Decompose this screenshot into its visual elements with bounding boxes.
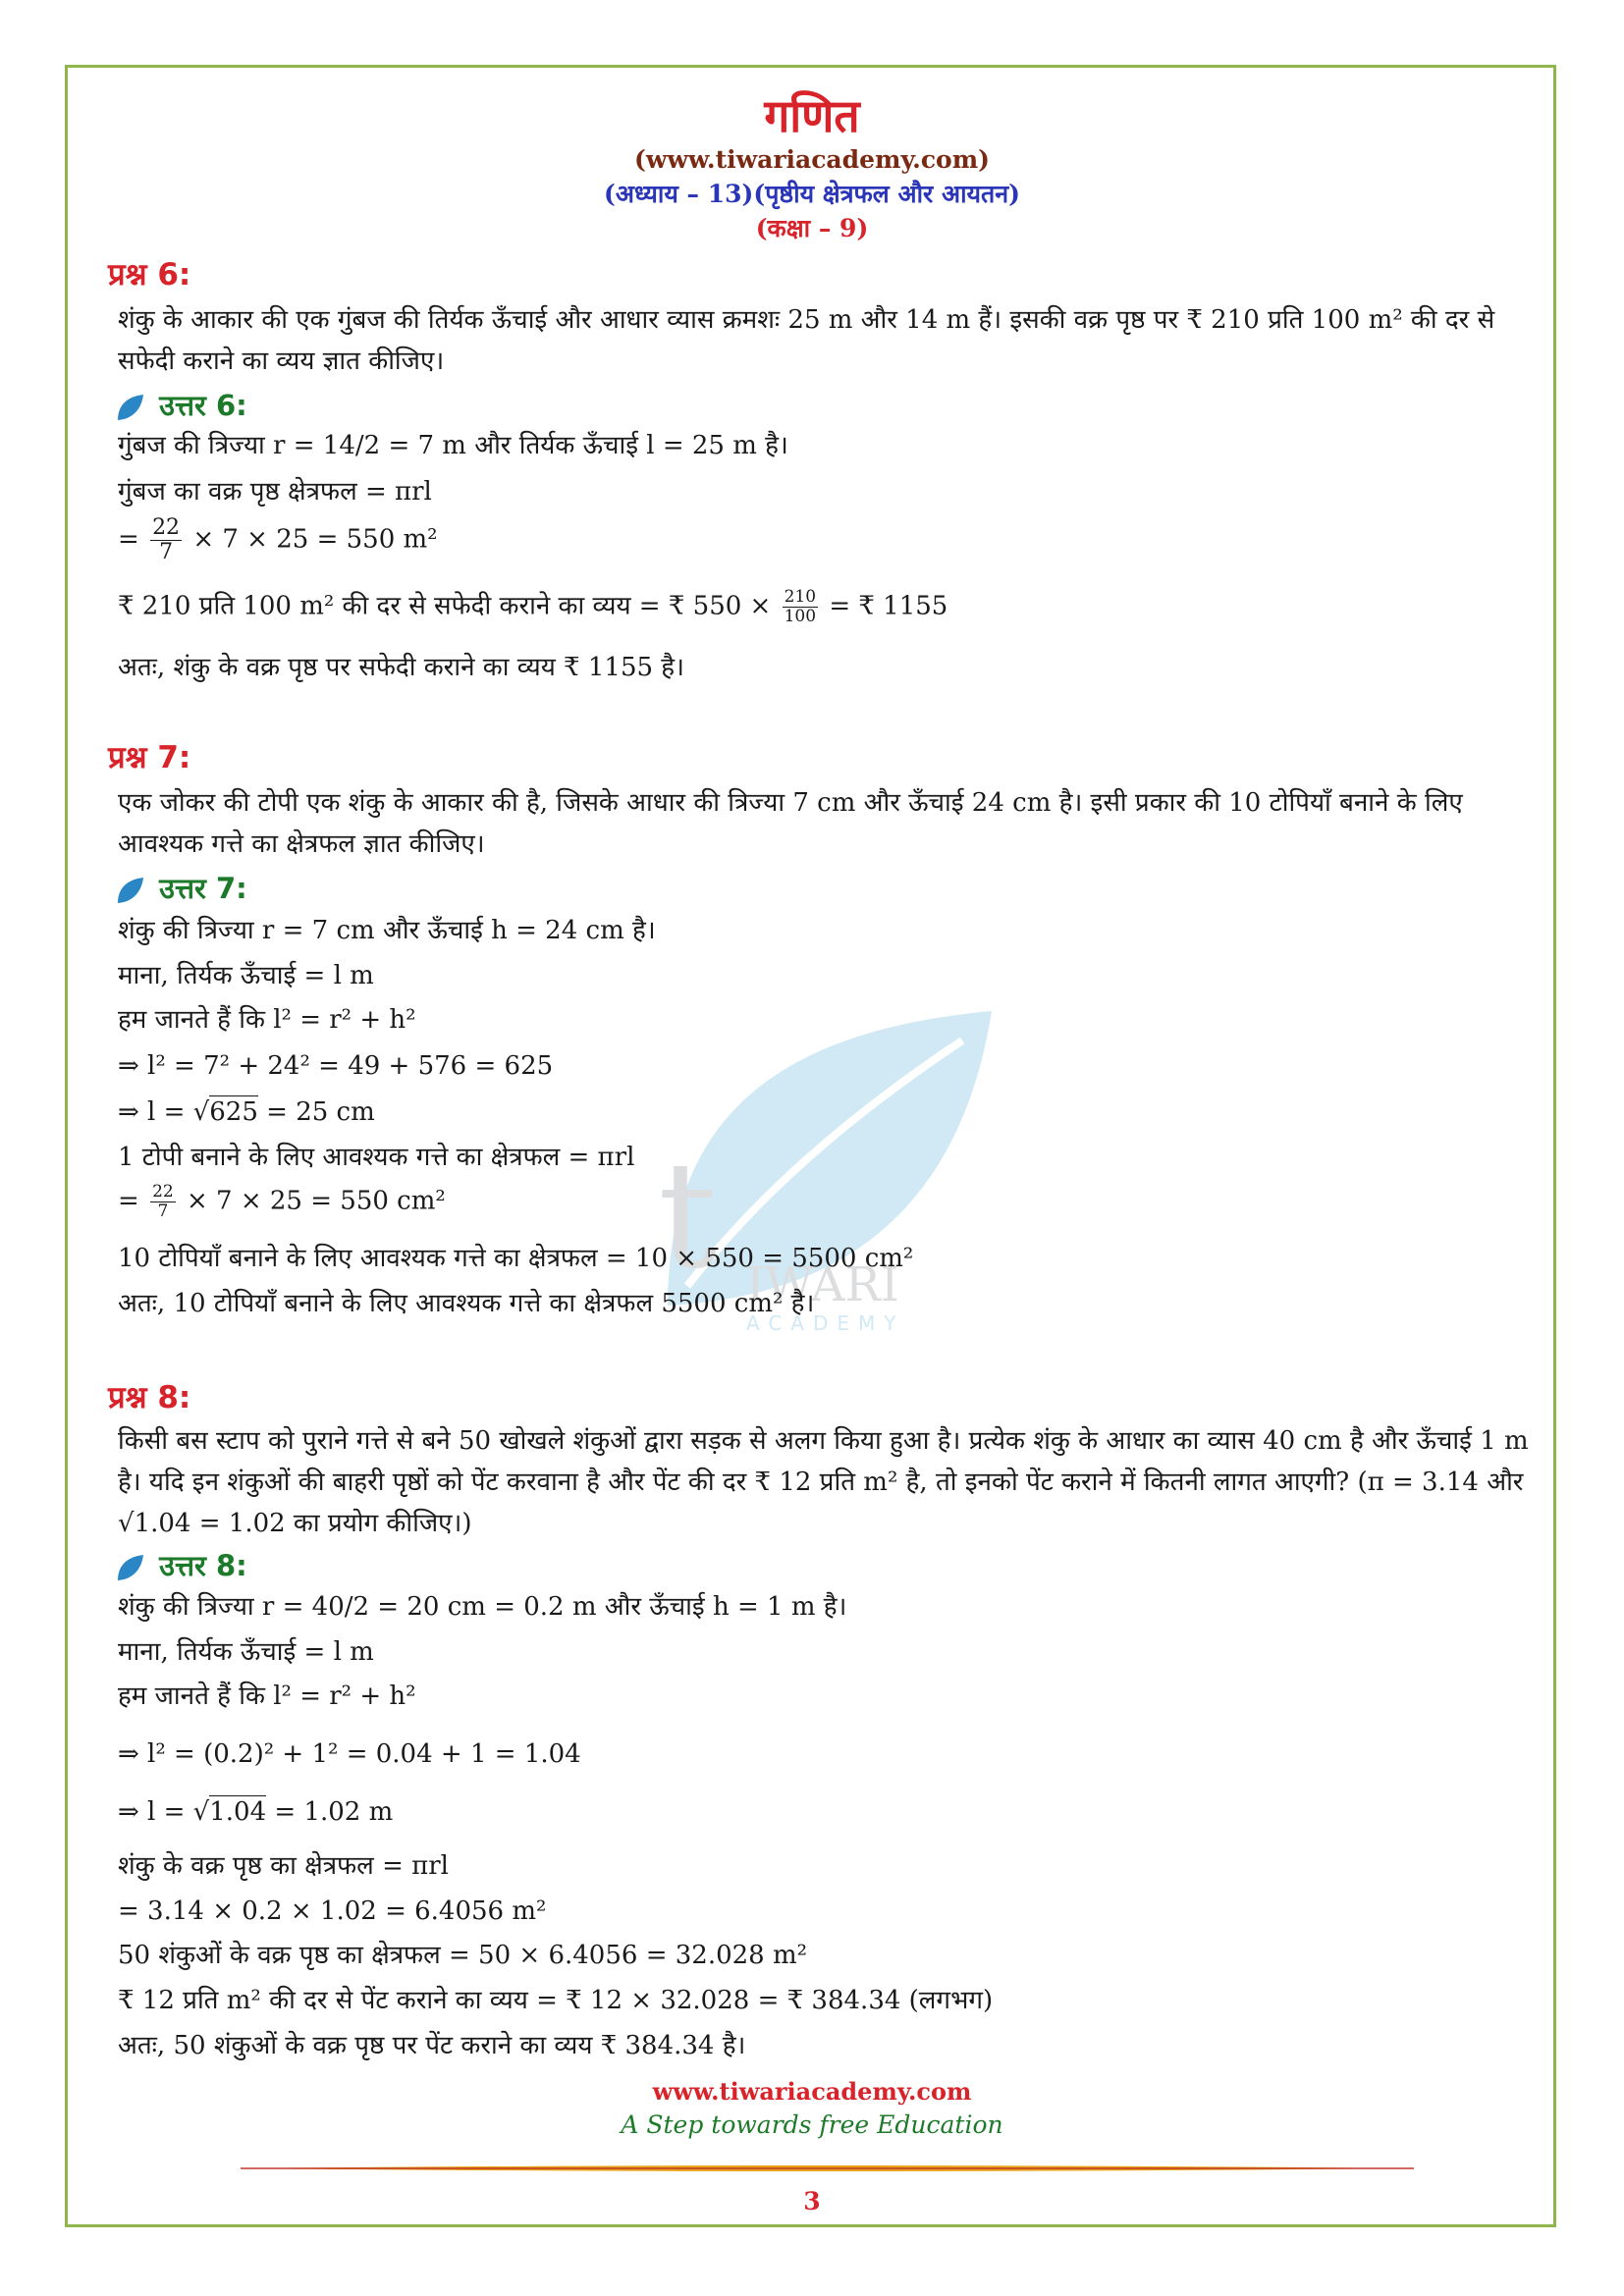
class-label: (कक्षा – 9) <box>755 214 869 242</box>
radicand: 1.04 <box>209 1797 267 1827</box>
leaf-icon <box>116 876 145 905</box>
page-number: 3 <box>803 2187 821 2216</box>
question-6-label: प्रश्न 6: <box>108 257 191 293</box>
question-6-text: शंकु के आकार की एक गुंबज की तिर्यक ऊँचाई और आधार व्यास क्रमशः 25 m और 14 m हैं। इसकी वक्र पृष्ठ पर ₹ 210 प्रति 100 m² की दर से सफेदी कराने का व्यय ज्ञात कीजिए। <box>118 305 1495 376</box>
fraction-numerator: 22 <box>152 515 181 540</box>
answer-8-conclusion: अतः, 50 शंकुओं के वक्र पृष्ठ पर पेंट कराने का व्यय ₹ 384.34 है। <box>118 2031 746 2060</box>
answer-7-line-3: हम जानते हैं कि l² = r² + h² <box>118 1005 416 1035</box>
answer-8-line-9: ₹ 12 प्रति m² की दर से पेंट कराने का व्यय = ₹ 12 × 32.028 = ₹ 384.34 (लगभग) <box>118 1986 994 2015</box>
fraction-210-100 <box>783 588 818 626</box>
root-result: = 25 cm <box>257 1097 375 1127</box>
answer-7-line-7 <box>118 1183 446 1221</box>
fraction-denominator: 7 <box>159 540 174 564</box>
answer-8-label: उत्तर 8: <box>159 1549 247 1582</box>
watermark-letters: IWARI <box>746 1257 899 1312</box>
expression-result: × 7 × 25 = 550 cm² <box>186 1186 446 1216</box>
answer-7-line-8: 10 टोपियाँ बनाने के लिए आवश्यक गत्ते का क्षेत्रफल = 10 × 550 = 5500 cm² <box>118 1244 914 1273</box>
answer-7-label: उत्तर 7: <box>159 872 247 905</box>
answer-8-line-8: 50 शंकुओं के वक्र पृष्ठ का क्षेत्रफल = 50 × 6.4056 = 32.028 m² <box>118 1941 808 1970</box>
chapter-title: (अध्याय – 13)(पृष्ठीय क्षेत्रफल और आयतन) <box>604 180 1020 208</box>
footer-divider <box>241 2164 1414 2172</box>
fraction-denominator: 100 <box>784 607 817 626</box>
answer-6-conclusion: अतः, शंकु के वक्र पृष्ठ पर सफेदी कराने का व्यय ₹ 1155 है। <box>118 653 684 682</box>
radicand: 625 <box>209 1097 258 1127</box>
header-site-link[interactable]: (www.tiwariacademy.com) <box>633 145 990 174</box>
answer-6-line-1: गुंबज की त्रिज्या r = 14/2 = 7 m और तिर्यक ऊँचाई l = 25 m है। <box>118 431 788 460</box>
equals-sign: = <box>118 1186 139 1216</box>
answer-7-line-1: शंकु की त्रिज्या r = 7 cm और ऊँचाई h = 24 cm है। <box>118 916 656 945</box>
answer-6-line-3 <box>118 516 438 564</box>
answer-8-line-4: ⇒ l² = (0.2)² + 1² = 0.04 + 1 = 1.04 <box>118 1739 581 1769</box>
question-8-text: किसी बस स्टाप को पुराने गत्ते से बने 50 खोखले शंकुओं द्वारा सड़क से अलग किया हुआ है। प्रत्येक शंकु के आधार का व्यास 40 cm है और ऊँचाई 1 m है। यदि इन शंकुओं की बाहरी पृष्ठों को पेंट करवाना है और पेंट की दर ₹ 12 प्रति m² है, तो इनको पेंट कराने में कितनी लागत आएगी? (π = 3.14 और √1.04 = 1.02 का प्रयोग कीजिए।) <box>118 1426 1529 1538</box>
question-8-label: प्रश्न 8: <box>108 1380 191 1415</box>
cost-result: = ₹ 1155 <box>829 591 948 621</box>
answer-8-heading <box>116 1546 247 1584</box>
subject-title: गणित <box>764 89 860 142</box>
answer-8-line-3: हम जानते हैं कि l² = r² + h² <box>118 1682 416 1711</box>
answer-7-line-2: माना, तिर्यक ऊँचाई = l m <box>118 961 374 990</box>
leaf-icon <box>116 1553 145 1582</box>
fraction-22-7 <box>150 1183 176 1221</box>
answer-7-conclusion: अतः, 10 टोपियाँ बनाने के लिए आवश्यक गत्ते का क्षेत्रफल 5500 cm² है। <box>118 1289 815 1318</box>
answer-7-line-4: ⇒ l² = 7² + 24² = 49 + 576 = 625 <box>118 1051 554 1081</box>
footer-tagline: A Step towards free Education <box>621 2110 1003 2139</box>
expression-result: × 7 × 25 = 550 m² <box>192 524 438 555</box>
answer-8-line-5 <box>118 1796 393 1828</box>
answer-7-line-6: 1 टोपी बनाने के लिए आवश्यक गत्ते का क्षेत्रफल = πrl <box>118 1143 635 1172</box>
question-7-text: एक जोकर की टोपी एक शंकु के आकार की है, जिसके आधार की त्रिज्या 7 cm और ऊँचाई 24 cm है। इसी प्रकार की 10 टोपियाँ बनाने के लिए आवश्यक गत्ते का क्षेत्रफल ज्ञात कीजिए। <box>118 788 1463 859</box>
footer-site-link[interactable]: www.tiwariacademy.com <box>652 2077 972 2106</box>
answer-8-line-1: शंकु की त्रिज्या r = 40/2 = 20 cm = 0.2 m और ऊँचाई h = 1 m है। <box>118 1592 847 1622</box>
answer-7-heading <box>116 869 247 907</box>
watermark-sub: ACADEMY <box>746 1311 905 1335</box>
fraction-denominator: 7 <box>157 1201 169 1221</box>
answer-8-line-6: शंकु के वक्र पृष्ठ का क्षेत्रफल = πrl <box>118 1851 449 1881</box>
root-result: = 1.02 m <box>266 1797 394 1827</box>
leaf-icon <box>116 393 145 422</box>
root-prefix: ⇒ l = √ <box>118 1097 210 1127</box>
root-prefix: ⇒ l = √ <box>118 1797 210 1827</box>
fraction-22-7 <box>150 516 182 564</box>
answer-8-line-2: माना, तिर्यक ऊँचाई = l m <box>118 1637 374 1667</box>
answer-6-label: उत्तर 6: <box>159 389 247 422</box>
fraction-numerator: 22 <box>152 1182 174 1201</box>
page-header <box>0 88 1624 245</box>
answer-7-line-5 <box>118 1096 375 1128</box>
cost-expression: ₹ 210 प्रति 100 m² की दर से सफेदी कराने का व्यय = ₹ 550 × <box>118 591 772 621</box>
question-7-label: प्रश्न 7: <box>108 740 191 775</box>
equals-sign: = <box>118 524 139 555</box>
answer-6-line-4 <box>118 588 947 626</box>
fraction-numerator: 210 <box>784 587 817 607</box>
answer-6-heading <box>116 386 247 424</box>
answer-8-line-7: = 3.14 × 0.2 × 1.02 = 6.4056 m² <box>118 1896 547 1926</box>
watermark-t: t <box>658 1131 718 1302</box>
answer-6-line-2: गुंबज का वक्र पृष्ठ क्षेत्रफल = πrl <box>118 477 432 507</box>
